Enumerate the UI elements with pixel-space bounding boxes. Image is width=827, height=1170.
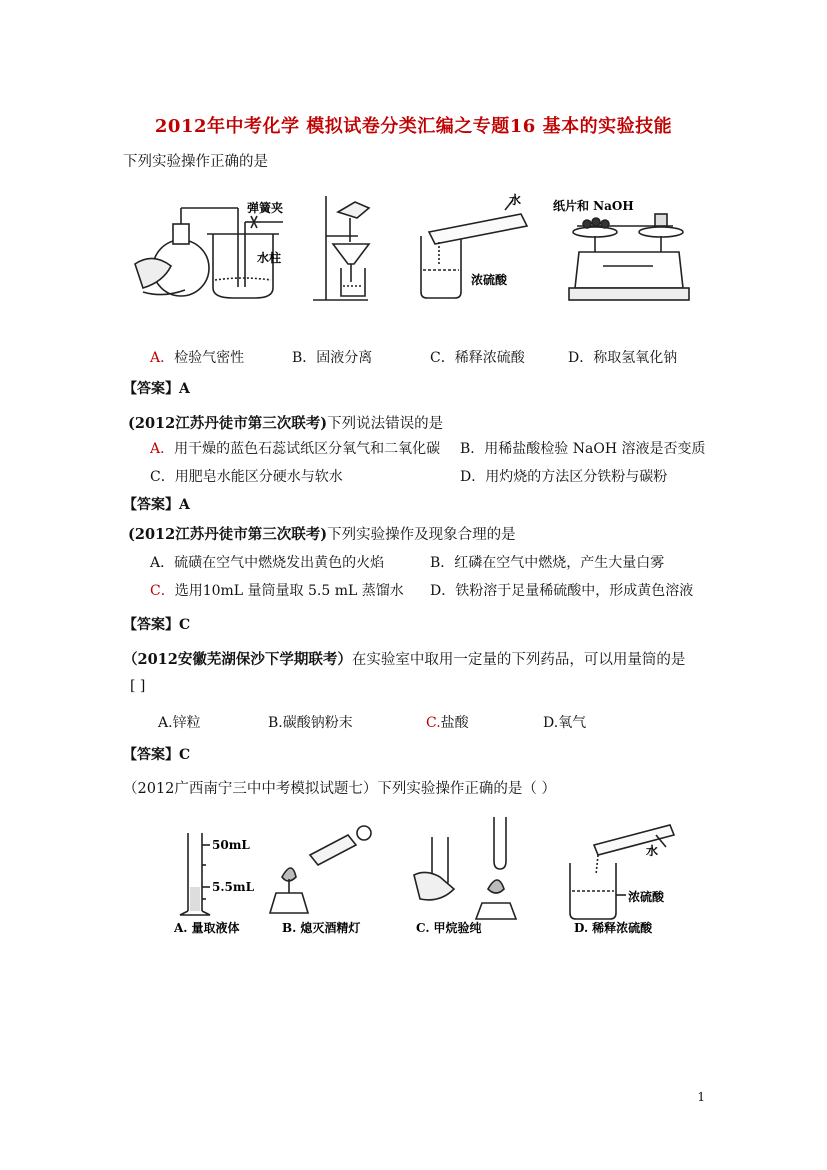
option-letter: A． — [150, 555, 175, 571]
figure-filtration — [313, 196, 369, 300]
q3-source: (2012江苏丹徒市第三次联考) — [128, 526, 328, 543]
q1-answer — [123, 378, 190, 398]
q2-option-c — [150, 466, 343, 486]
option-text: 称取氢氧化钠 — [593, 350, 678, 366]
option-text: 稀释浓硫酸 — [454, 350, 525, 366]
option-text: 硫磺在空气中燃烧发出黄色的火焰 — [174, 555, 385, 571]
caption-b: B. 熄灭酒精灯 — [282, 921, 361, 935]
q5-stem-line — [123, 777, 556, 798]
q3-stem: 下列实验操作及现象合理的是 — [327, 527, 516, 543]
q2-option-b — [460, 438, 705, 458]
q1-figure-svg — [133, 192, 703, 312]
q4-stem: 在实验室中取用一定量的下列药品，可以用量筒的是 — [351, 652, 686, 668]
q4-option-a — [158, 712, 201, 732]
option-letter: D． — [568, 350, 594, 366]
label-clamp: 弹簧夹 — [247, 201, 284, 215]
option-text: 用灼烧的方法区分铁粉与碳粉 — [485, 469, 668, 485]
answer-value: A — [179, 381, 190, 397]
label-5-5ml: 5.5mL — [212, 880, 255, 894]
q4-bracket: [ ] — [130, 678, 146, 694]
label-acid-d: 浓硫酸 — [628, 890, 665, 904]
q4-source: （2012安徽芜湖保沙下学期联考） — [123, 651, 352, 668]
option-text: 盐酸 — [440, 715, 469, 731]
q4-option-d — [543, 712, 586, 732]
q5-stem: 下列实验操作正确的是（ ） — [377, 781, 557, 797]
option-letter: C. — [426, 715, 441, 731]
label-water-c: 水 — [509, 193, 522, 207]
option-letter: A． — [150, 350, 175, 366]
answer-label: 【答案】 — [123, 497, 179, 513]
option-text: 用稀盐酸检验 NaOH 溶液是否变质 — [484, 441, 706, 457]
q1-figure — [133, 192, 703, 312]
q1-option-a — [150, 347, 244, 367]
q4-option-c — [426, 712, 469, 732]
option-text: 检验气密性 — [174, 350, 245, 366]
option-letter: B． — [292, 350, 317, 366]
option-letter: B． — [460, 441, 485, 457]
option-text: 氧气 — [558, 715, 587, 731]
q2-stem: 下列说法错误的是 — [327, 416, 444, 432]
answer-value: C — [179, 617, 191, 633]
q3-option-d — [430, 580, 693, 600]
q2-answer — [123, 494, 190, 514]
option-text: 用肥皂水能区分硬水与软水 — [174, 469, 343, 485]
figure-methane-test — [414, 817, 516, 919]
q3-option-b — [430, 552, 664, 572]
q2-stem-line — [128, 412, 443, 433]
figure-cylinder — [180, 833, 210, 915]
caption-c: C. 甲烷验纯 — [416, 921, 482, 935]
option-text: 用干燥的蓝色石蕊试纸区分氧气和二氧化碳 — [174, 441, 441, 457]
q2-source: (2012江苏丹徒市第三次联考) — [128, 415, 328, 432]
q1-option-b — [292, 347, 372, 367]
option-letter: C． — [150, 469, 175, 485]
answer-label: 【答案】 — [123, 617, 179, 633]
label-50ml: 50mL — [212, 838, 250, 852]
figure-lamp-b — [270, 826, 371, 913]
q4-option-b — [268, 712, 353, 732]
q5-source: （2012广西南宁三中中考模拟试题七） — [123, 781, 378, 797]
q1-stem: 下列实验操作正确的是 — [123, 154, 268, 170]
q4-stem-line — [123, 648, 685, 669]
caption-a: A. 量取液体 — [174, 921, 240, 935]
option-letter: D． — [460, 469, 486, 485]
answer-label: 【答案】 — [123, 747, 179, 763]
label-water-column: 水柱 — [257, 251, 282, 265]
label-acid-c: 浓硫酸 — [471, 273, 508, 287]
q3-answer — [123, 614, 190, 634]
page-number: 1 — [697, 1090, 705, 1104]
q2-option-d — [460, 466, 667, 486]
q1-option-d — [568, 347, 677, 367]
q3-option-c — [150, 580, 404, 600]
label-scale: 纸片和 NaOH — [553, 199, 634, 213]
option-letter: A． — [150, 441, 175, 457]
q1-option-c — [430, 347, 525, 367]
q5-figure — [170, 815, 680, 940]
q5-figure-svg — [170, 815, 680, 940]
answer-value: A — [179, 497, 190, 513]
option-letter: D． — [430, 583, 456, 599]
q3-stem-line — [128, 523, 516, 544]
option-text: 锌粒 — [172, 715, 201, 731]
document-title: 2012年中考化学 模拟试卷分类汇编之专题16 基本的实验技能 — [154, 116, 673, 137]
option-letter: B． — [430, 555, 455, 571]
answer-label: 【答案】 — [123, 381, 179, 397]
option-letter: C． — [150, 583, 175, 599]
caption-d: D. 稀释浓硫酸 — [574, 921, 653, 935]
option-letter: A. — [158, 715, 173, 731]
figure-dilution-d — [570, 825, 674, 919]
option-letter: C． — [430, 350, 455, 366]
q2-option-a — [150, 438, 440, 458]
option-text: 固液分离 — [316, 350, 373, 366]
label-water-d: 水 — [646, 844, 659, 858]
q3-option-a — [150, 552, 384, 572]
option-text: 选用10mL 量筒量取 5.5 mL 蒸馏水 — [174, 583, 404, 599]
option-text: 红磷在空气中燃烧，产生大量白雾 — [454, 555, 665, 571]
option-letter: B. — [268, 715, 283, 731]
option-text: 铁粉溶于足量稀硫酸中，形成黄色溶液 — [455, 583, 694, 599]
q4-answer — [123, 744, 190, 764]
option-letter: D. — [543, 715, 559, 731]
figure-balance — [569, 214, 689, 300]
option-text: 碳酸钠粉末 — [282, 715, 353, 731]
answer-value: C — [179, 747, 191, 763]
